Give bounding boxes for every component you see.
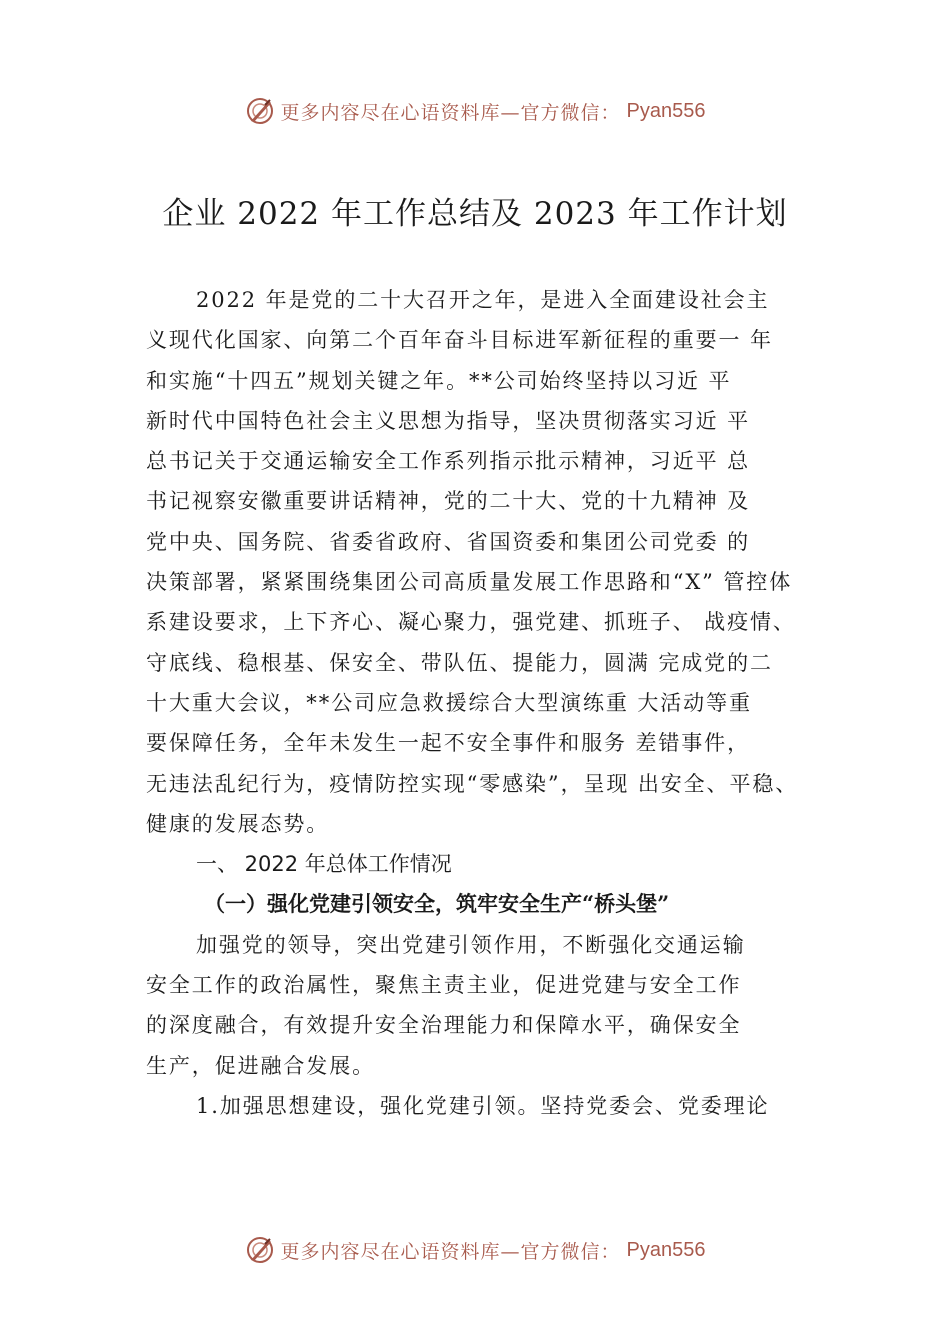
- paragraph-line: 义现代化国家、向第二个百年奋斗目标进军新征程的重要一 年: [146, 328, 773, 353]
- paragraph-line: 生产，促进融合发展。: [146, 1053, 375, 1078]
- document-title: 企业 2022 年工作总结及 2023 年工作计划: [162, 196, 788, 232]
- paragraph-line: 十大重大会议，**公司应急救援综合大型演练重 大活动等重: [146, 690, 752, 715]
- watermark-text: 更多内容尽在心语资料库—官方微信：: [280, 101, 621, 124]
- quill-seal-icon: [245, 1235, 275, 1265]
- watermark-wechat-id: Pyan556: [626, 1238, 706, 1261]
- paragraph-line: 系建设要求，上下齐心、凝心聚力，强党建、抓班子、 战疫情、: [146, 610, 796, 635]
- quill-seal-icon: [245, 96, 275, 126]
- header-watermark: [0, 96, 950, 126]
- paragraph-line: 总书记关于交通运输安全工作系列指示批示精神，习近平 总: [146, 449, 750, 474]
- paragraph-line: 守底线、稳根基、保安全、带队伍、提能力，圆满 完成党的二: [146, 650, 773, 675]
- section-heading: 一、 2022 年总体工作情况: [196, 852, 452, 877]
- paragraph-line: 安全工作的政治属性，聚焦主责主业，促进党建与安全工作: [146, 973, 742, 998]
- paragraph-line: 党中央、国务院、省委省政府、省国资委和集团公司党委 的: [146, 529, 750, 554]
- subsection-heading: （一）强化党建引领安全，筑牢安全生产“桥头堡”: [204, 891, 670, 917]
- watermark-text: 更多内容尽在心语资料库—官方微信：: [280, 1240, 621, 1263]
- paragraph-line: 决策部署，紧紧围绕集团公司高质量发展工作思路和“X” 管控体: [146, 570, 793, 595]
- paragraph-line: 要保障任务，全年未发生一起不安全事件和服务 差错事件，: [146, 731, 750, 756]
- paragraph-line: 1.加强思想建设，强化党建引领。坚持党委会、党委理论: [196, 1093, 770, 1118]
- watermark-wechat-id: Pyan556: [626, 99, 706, 122]
- paragraph-line: 加强党的领导，突出党建引领作用，不断强化交通运输: [196, 932, 746, 957]
- footer-watermark: [0, 1235, 950, 1265]
- document-body: [146, 280, 836, 1126]
- paragraph-line: 健康的发展态势。: [146, 811, 330, 836]
- paragraph-line: 新时代中国特色社会主义思想为指导，坚决贯彻落实习近 平: [146, 408, 750, 433]
- paragraph-line: 的深度融合，有效提升安全治理能力和保障水平，确保安全: [146, 1013, 742, 1038]
- paragraph-line: 和实施“十四五”规划关键之年。**公司始终坚持以习近 平: [146, 368, 732, 393]
- paragraph-line: 2022 年是党的二十大召开之年，是进入全面建设社会主: [196, 288, 770, 312]
- paragraph-line: 无违法乱纪行为，疫情防控实现“零感染”，呈现 出安全、平稳、: [146, 771, 799, 796]
- paragraph-line: 书记视察安徽重要讲话精神，党的二十大、党的十九精神 及: [146, 489, 750, 514]
